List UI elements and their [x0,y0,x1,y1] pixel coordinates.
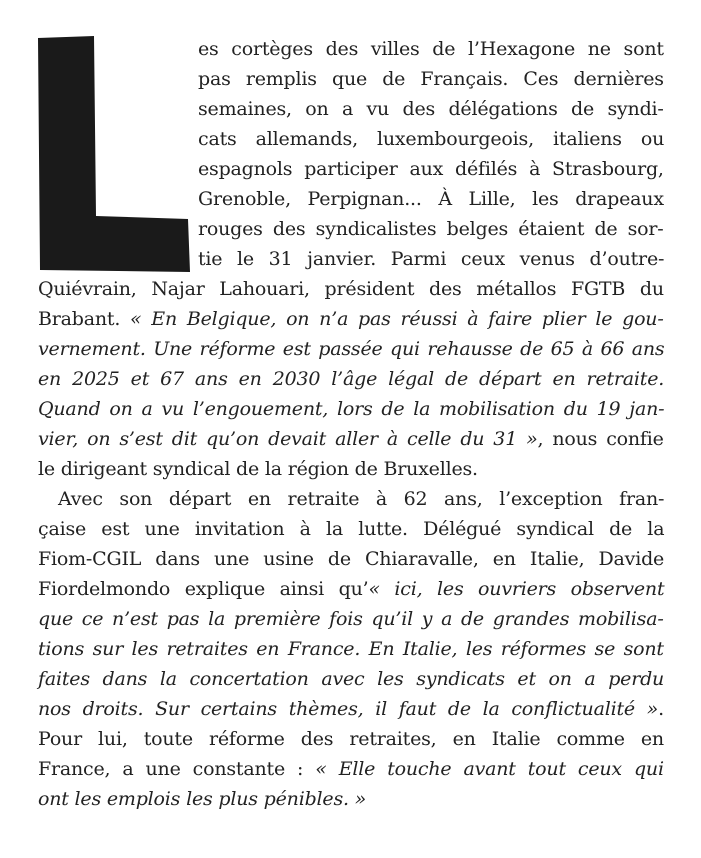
text-line [198,34,664,64]
quote-text: nos droits. Sur certains thèmes, il faut de la conflictualité » [38,698,659,720]
quote-text: « En Belgique, on n’a pas réussi à faire plier le gou- [130,308,664,330]
text-line [198,214,664,244]
text-line [38,334,664,364]
quote-text: faites dans la concertation avec les syndicats et on a perdu [38,668,665,690]
text-line [38,364,664,394]
body-text: Grenoble, Perpignan... À Lille, les drapeaux [198,188,664,210]
text-line [38,274,664,304]
quote-text: « Elle touche avant tout ceux qui [315,758,664,780]
body-text: espagnols participer aux défilés à Strasbourg, [198,158,664,180]
text-line [198,154,664,184]
text-line [38,724,664,754]
text-line [38,394,664,424]
body-text: es cortèges des villes de l’Hexagone ne sont [198,38,664,60]
text-line [38,784,366,814]
text-line [38,664,664,694]
body-text: le dirigeant syndical de la région de Bruxelles. [38,458,478,480]
text-line [38,514,664,544]
body-text: rouges des syndicalistes belges étaient de sor- [198,218,664,240]
body-text: tie le 31 janvier. Parmi ceux venus d’outre- [198,248,665,270]
body-text: Quiévrain, Najar Lahouari, président des métallos FGTB du [38,278,664,300]
text-line [38,304,664,334]
quote-text: vier, on s’est dit qu’on devait aller à celle du 31 » [38,428,538,450]
text-line [198,64,664,94]
quote-text: « ici, les ouvriers observent [368,578,665,600]
text-line [38,694,664,724]
body-text: Avec son départ en retraite à 62 ans, l’exception fran- [58,488,665,510]
body-text: France, a une constante : [38,758,316,780]
text-line [198,184,664,214]
quote-text: en 2025 et 67 ans en 2030 l’âge légal de départ en retraite. [38,368,665,390]
quote-text: que ce n’est pas la première fois qu’il y a de grandes mobilisa- [38,608,664,630]
quote-text: ont les emplois les plus pénibles. » [38,788,367,810]
text-line [198,124,664,154]
text-line [38,754,664,784]
text-line [58,484,664,514]
text-line [38,544,664,574]
body-text: . [658,698,664,720]
quote-text: vernement. Une réforme est passée qui rehausse de 65 à 66 ans [38,338,665,360]
quote-text: tions sur les retraites en France. En Italie, les réformes se sont [38,638,664,660]
body-text: cats allemands, luxembourgeois, italiens ou [198,128,665,150]
text-line [38,604,664,634]
body-text: , nous confie [537,428,664,450]
body-text: pas remplis que de Français. Ces dernières [198,68,664,90]
text-line [38,454,478,484]
body-text: semaines, on a vu des délégations de syndi- [198,98,664,120]
body-text: Pour lui, toute réforme des retraites, en Italie comme en [38,728,664,750]
quote-text: Quand on a vu l’engouement, lors de la mobilisation du 19 jan- [38,398,665,420]
text-line [38,634,664,664]
body-text: Brabant. [38,308,131,330]
drop-cap-glyph [38,36,190,272]
text-line [38,424,664,454]
text-line [198,94,664,124]
body-text: Fiordelmondo explique ainsi qu’ [38,578,369,600]
drop-cap-letter [38,36,190,272]
text-line [38,574,664,604]
body-text: çaise est une invitation à la lutte. Délégué syndical de la [38,518,665,540]
text-line [198,244,664,274]
body-text: Fiom-CGIL dans une usine de Chiaravalle, en Italie, Davide [38,548,665,570]
